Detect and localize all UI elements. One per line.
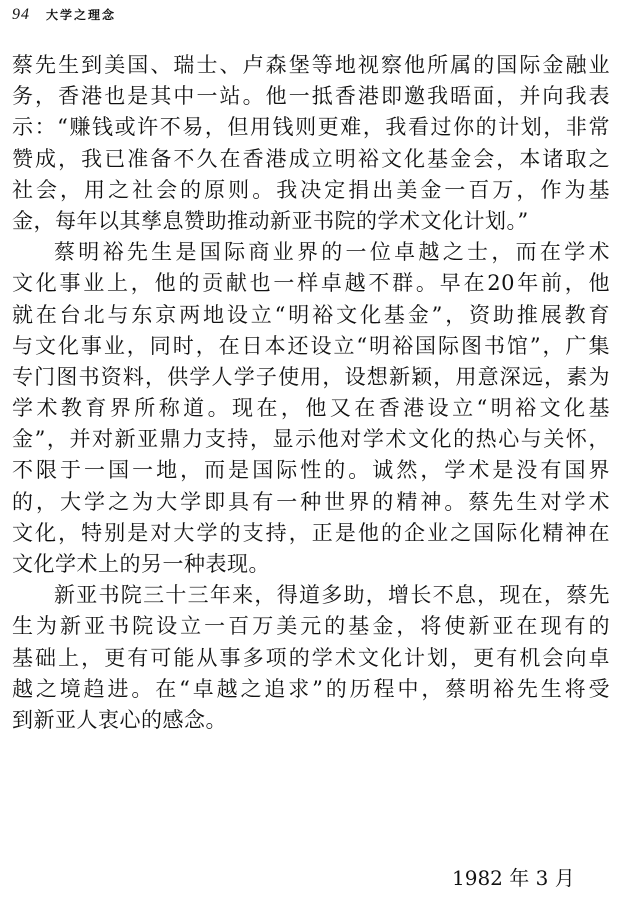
- running-title: 大学之理念: [46, 8, 117, 22]
- text-line: 专门图书资料，供学人学子使用，设想新颖，用意深远，素为: [12, 364, 610, 389]
- text-line: 基础上，更有可能从事多项的学术文化计划，更有机会向卓: [12, 645, 610, 670]
- paragraph: [12, 237, 610, 580]
- text-line: 新亚书院三十三年来，得道多助，增长不息，现在，蔡先: [54, 583, 610, 608]
- text-line: 的，大学之为大学即具有一种世界的精神。蔡先生对学术: [12, 489, 610, 514]
- date-line: 1982 年 3 月: [452, 866, 575, 890]
- text-line: 文化事业上，他的贡献也一样卓越不群。早在20年前，他: [12, 271, 610, 296]
- page-header: [12, 6, 116, 28]
- text-line: 蔡明裕先生是国际商业界的一位卓越之士，而在学术: [54, 240, 610, 265]
- text-line: 到新亚人衷心的感念。: [12, 707, 227, 732]
- paragraph: [12, 580, 610, 736]
- text-line: 示：“赚钱或许不易，但用钱则更难，我看过你的计划，非常: [12, 115, 610, 140]
- text-line: 社会，用之社会的原则。我决定捐出美金一百万，作为基: [12, 177, 610, 202]
- text-line: 生为新亚书院设立一百万美元的基金，将使新亚在现有的: [12, 614, 610, 639]
- paragraph: [12, 50, 610, 237]
- text-line: 与文化事业，同时，在日本还设立“明裕国际图书馆”，广集: [12, 333, 610, 358]
- text-line: 文化，特别是对大学的支持，正是他的企业之国际化精神在: [12, 520, 610, 545]
- text-line: 金”，并对新亚鼎力支持，显示他对学术文化的热心与关怀，: [12, 427, 610, 452]
- text-line: 越之境趋进。在“卓越之追求”的历程中，蔡明裕先生将受: [12, 676, 610, 701]
- text-line: 文化学术上的另一种表现。: [12, 552, 270, 576]
- text-line: 赞成，我已准备不久在香港成立明裕文化基金会，本诸取之: [12, 146, 610, 171]
- body-text: [12, 50, 610, 736]
- text-line: 蔡先生到美国、瑞士、卢森堡等地视察他所属的国际金融业: [12, 53, 610, 77]
- page-number: 94: [12, 6, 30, 23]
- text-line: 务，香港也是其中一站。他一抵香港即邀我晤面，并向我表: [12, 84, 610, 109]
- text-line: 就在台北与东京两地设立“明裕文化基金”，资助推展教育: [12, 302, 610, 327]
- text-line: 金，每年以其孳息赞助推动新亚书院的学术文化计划。”: [12, 208, 529, 233]
- text-line: 不限于一国一地，而是国际性的。诚然，学术是没有国界: [12, 458, 610, 483]
- text-line: 学术教育界所称道。现在，他又在香港设立“明裕文化基: [12, 396, 610, 421]
